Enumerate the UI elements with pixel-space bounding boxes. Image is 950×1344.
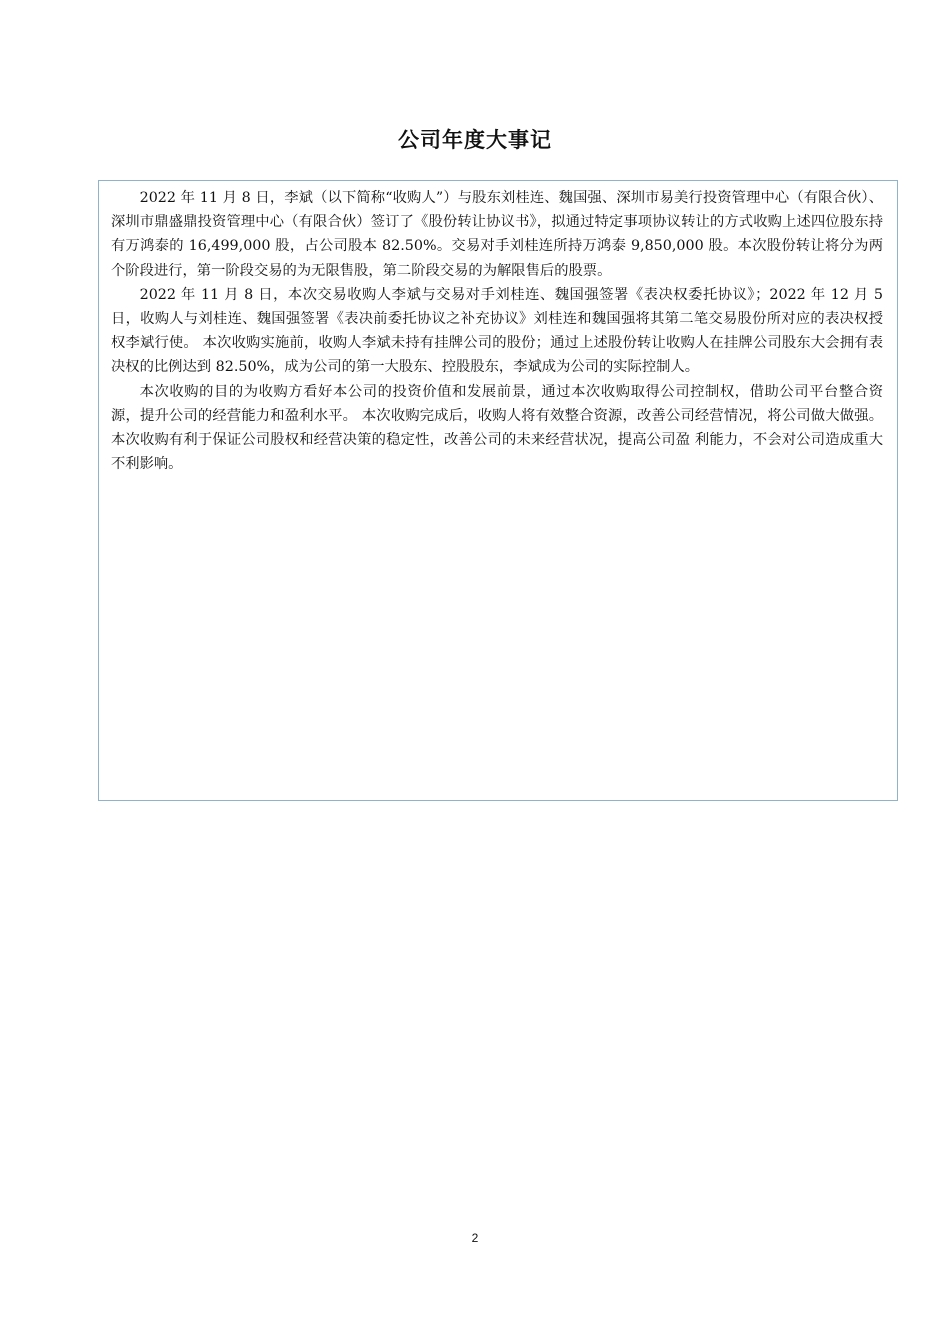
event-paragraph-1: 2022 年 11 月 8 日，李斌（以下简称“收购人”）与股东刘桂连、魏国强、深圳市易美行投资管理中心（有限合伙）、深圳市鼎盛鼎投资管理中心（有限合伙）签订了《股份转让协议书》，拟通过特定事项协议转让的方式收购上述四位股东持有万鸿泰的 16,499,000 股，占公司股本 82.50%。交易对手刘桂连所持万鸿泰 9,850,000 股。本次股份转让将分为两个阶段进行，第一阶段交易的为无限售股，第二阶段交易的为解限售后的股票。	[111, 190, 883, 279]
page-title: 公司年度大事记	[398, 128, 552, 152]
page-number: 2	[471, 1231, 479, 1245]
event-paragraph-3: 本次收购的目的为收购方看好本公司的投资价值和发展前景，通过本次收购取得公司控制权，借助公司平台整合资源，提升公司的经营能力和盈利水平。 本次收购完成后，收购人将有效整合资源，改善公司经营情况，将公司做大做强。本次收购有利于保证公司股权和经营决策的稳定性，改善公司的未来经营状况，提高公司盈 利能力，不会对公司造成重大不利影响。	[111, 383, 883, 473]
events-text-box	[98, 180, 898, 801]
event-paragraph-2: 2022 年 11 月 8 日，本次交易收购人李斌与交易对手刘桂连、魏国强签署《表决权委托协议》；2022 年 12 月 5 日，收购人与刘桂连、魏国强签署《表决前委托协议之补充协议》刘桂连和魏国强将其第二笔交易股份所对应的表决权授权李斌行使。 本次收购实施前，收购人李斌未持有挂牌公司的股份；通过上述股份转让收购人在挂牌公司股东大会拥有表决权的比例达到 82.50%，成为公司的第一大股东、控股股东，李斌成为公司的实际控制人。	[111, 286, 883, 376]
